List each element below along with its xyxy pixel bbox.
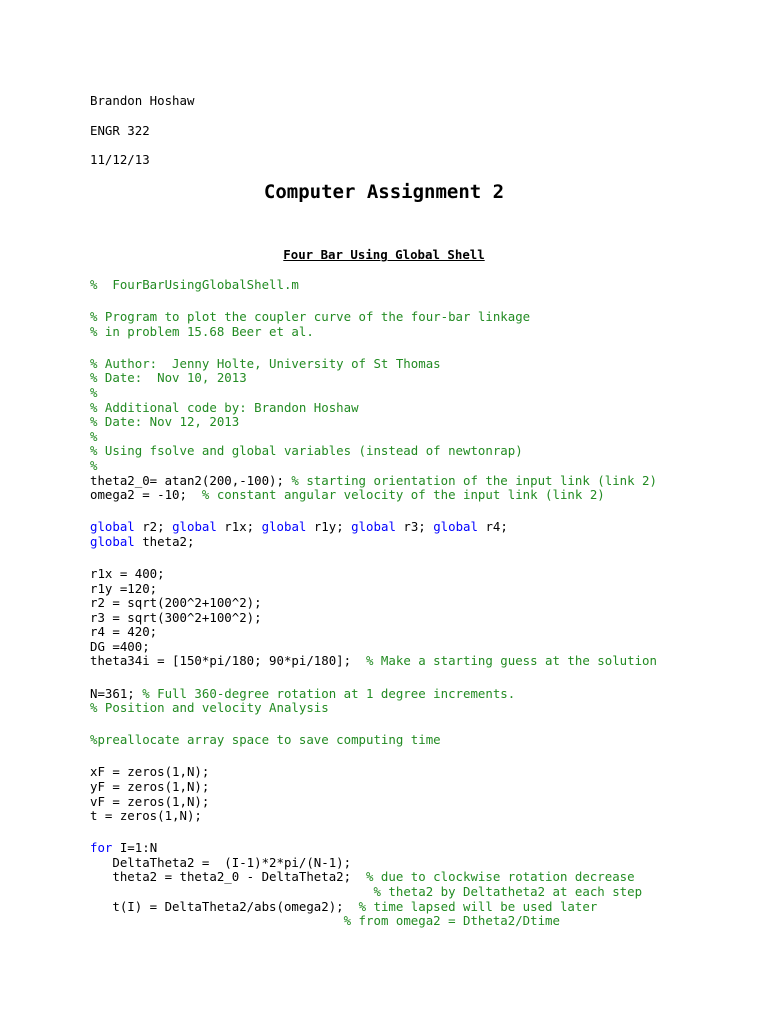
code-line — [90, 795, 657, 810]
code-line — [90, 809, 657, 824]
code-line — [90, 885, 657, 900]
code-line — [90, 459, 657, 474]
section-heading-text: Four Bar Using Global Shell — [283, 247, 485, 262]
code-text: I=1:N — [112, 840, 158, 856]
code-comment: % Date: Nov 12, 2013 — [90, 414, 240, 430]
assignment-date: 11/12/13 — [90, 152, 150, 167]
section-heading — [0, 247, 768, 263]
code-text: vF = zeros(1,N); — [90, 793, 210, 809]
code-text: t(I) = DeltaTheta2/abs(omega2); — [90, 898, 359, 914]
code-line — [90, 900, 657, 915]
code-text: theta2_0= atan2(200,-100); — [90, 472, 292, 488]
blank-line — [90, 716, 657, 734]
blank-line — [90, 503, 657, 521]
code-keyword: global — [351, 519, 396, 535]
code-comment: % Full 360-degree rotation at 1 degree increments. — [142, 685, 516, 701]
code-comment: % — [90, 384, 98, 400]
code-comment: % Author: Jenny Holte, University of St Thomas — [90, 355, 441, 371]
code-line — [90, 780, 657, 795]
code-line — [90, 488, 657, 503]
blank-line — [90, 293, 657, 311]
code-comment: %preallocate array space to save computing time — [90, 732, 441, 748]
code-text: N=361; — [90, 685, 143, 701]
code-keyword: for — [90, 840, 113, 856]
code-keyword: global — [90, 533, 135, 549]
code-listing — [90, 278, 657, 929]
code-text: r1x; — [216, 519, 262, 535]
code-line — [90, 535, 657, 550]
code-line — [90, 765, 657, 780]
code-line — [90, 567, 657, 582]
code-text: r4 = 420; — [90, 624, 158, 640]
code-comment: % Position and velocity Analysis — [90, 700, 329, 716]
code-line — [90, 278, 657, 293]
document-title: Computer Assignment 2 — [263, 181, 505, 203]
code-line — [90, 582, 657, 597]
code-text: r1x = 400; — [90, 565, 165, 581]
code-line — [90, 371, 657, 386]
code-line — [90, 841, 657, 856]
code-line — [90, 596, 657, 611]
code-line — [90, 870, 657, 885]
code-comment: % starting orientation of the input link (link 2) — [291, 472, 657, 488]
code-line — [90, 856, 657, 871]
code-text: r4; — [477, 519, 508, 535]
code-comment: % theta2 by Deltatheta2 at each step — [373, 884, 643, 899]
blank-line — [90, 669, 657, 687]
code-keyword: global — [90, 519, 135, 535]
code-text — [90, 884, 373, 899]
code-comment: % — [90, 457, 98, 473]
code-text: xF = zeros(1,N); — [90, 764, 210, 780]
code-text: theta2 = theta2_0 - DeltaTheta2; — [90, 869, 367, 885]
code-line — [90, 325, 657, 340]
code-comment: % due to clockwise rotation decrease — [366, 869, 635, 885]
code-keyword: global — [261, 519, 307, 535]
code-text: r3 = sqrt(300^2+100^2); — [90, 609, 262, 625]
code-text: r2; — [134, 519, 173, 535]
code-comment: % Program to plot the coupler curve of the four-bar linkage — [90, 309, 531, 325]
code-line — [90, 415, 657, 430]
code-line — [90, 733, 657, 748]
blank-line — [90, 748, 657, 766]
blank-line — [90, 549, 657, 567]
code-comment: % time lapsed will be used later — [358, 898, 598, 914]
code-comment: % — [90, 428, 98, 444]
code-text: r2 = sqrt(200^2+100^2); — [90, 595, 262, 611]
author-name: Brandon Hoshaw — [90, 93, 195, 108]
code-text: DeltaTheta2 = (I-1)*2*pi/(N-1); — [90, 854, 352, 870]
code-text: r3; — [395, 519, 434, 535]
code-text: r1y =120; — [90, 580, 158, 596]
code-line — [90, 474, 657, 489]
blank-line — [90, 339, 657, 357]
code-line — [90, 687, 657, 702]
code-line — [90, 520, 657, 535]
code-comment: % Make a starting guess at the solution — [366, 653, 657, 669]
code-line — [90, 386, 657, 401]
code-keyword: global — [433, 519, 478, 535]
code-line — [90, 430, 657, 445]
code-comment: % Date: Nov 10, 2013 — [90, 370, 247, 386]
code-text: theta2; — [134, 533, 195, 549]
code-line — [90, 625, 657, 640]
code-text: theta34i = [150*pi/180; 90*pi/180]; — [90, 653, 367, 669]
code-line — [90, 914, 657, 929]
code-comment: % from omega2 = Dtheta2/Dtime — [343, 913, 560, 929]
code-comment: % FourBarUsingGlobalShell.m — [90, 277, 299, 292]
code-text — [90, 913, 344, 928]
code-line — [90, 640, 657, 655]
code-line — [90, 401, 657, 416]
course-code: ENGR 322 — [90, 123, 150, 138]
code-comment: % Additional code by: Brandon Hoshaw — [90, 399, 359, 415]
code-comment: % Using fsolve and global variables (instead of newtonrap) — [90, 443, 523, 459]
code-line — [90, 310, 657, 325]
code-line — [90, 357, 657, 372]
blank-line — [90, 824, 657, 842]
code-text: yF = zeros(1,N); — [90, 778, 210, 794]
code-text: omega2 = -10; — [90, 487, 202, 503]
code-text: DG =400; — [90, 638, 150, 654]
code-line — [90, 444, 657, 459]
code-comment: % constant angular velocity of the input link (link 2) — [201, 487, 605, 503]
code-line — [90, 611, 657, 626]
code-line — [90, 701, 657, 716]
code-text: t = zeros(1,N); — [90, 808, 202, 824]
code-comment: % in problem 15.68 Beer et al. — [90, 323, 314, 339]
code-line — [90, 654, 657, 669]
code-keyword: global — [172, 519, 217, 535]
code-text: r1y; — [306, 519, 352, 535]
